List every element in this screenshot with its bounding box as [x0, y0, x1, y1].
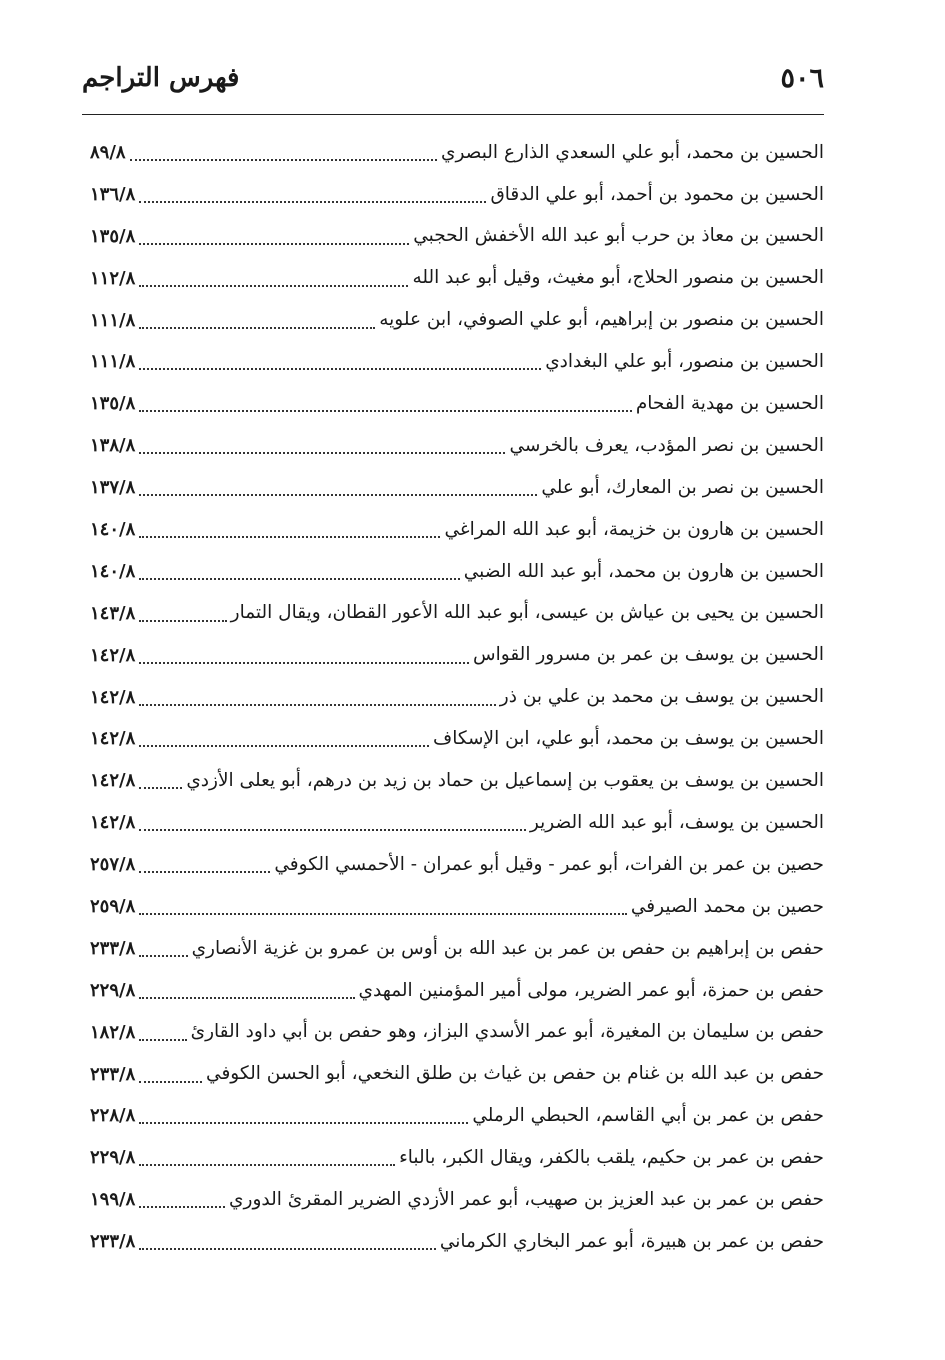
- index-entry: [90, 1012, 824, 1054]
- entry-name: حفص بن عبد الله بن غنام بن حفص بن غياث بن طلق النخعي، أبو الحسن الكوفي: [206, 1063, 824, 1085]
- index-entry: [90, 383, 824, 425]
- dot-leader: [139, 745, 429, 747]
- index-entry: [90, 718, 824, 760]
- dot-leader: [130, 159, 437, 161]
- entry-name: الحسين بن منصور الحلاج، أبو مغيث، وقيل أبو عبد الله: [412, 267, 824, 289]
- entry-reference: ٢٥٩/٨: [90, 895, 136, 917]
- dot-leader: [139, 410, 632, 412]
- entry-reference: ١٣٥/٨: [90, 393, 136, 415]
- entry-name: حفص بن إبراهيم بن حفص بن عمر بن عبد الله بن أوس بن عمرو بن غزية الأنصاري: [191, 937, 824, 959]
- index-entry: [90, 1054, 824, 1096]
- entry-reference: ١١١/٨: [90, 351, 136, 373]
- entry-name: الحسين بن يوسف، أبو عبد الله الضرير: [529, 811, 824, 833]
- entry-reference: ١٤٢/٨: [90, 770, 136, 792]
- dot-leader: [139, 494, 537, 496]
- dot-leader: [139, 662, 469, 664]
- index-entry: [90, 1137, 824, 1179]
- entry-reference: ١٣٥/٨: [90, 225, 136, 247]
- entry-reference: ١١١/٨: [90, 309, 136, 331]
- index-entry: [90, 1179, 824, 1221]
- dot-leader: [139, 620, 226, 622]
- index-entry: [90, 593, 824, 635]
- page-header: [82, 58, 824, 98]
- entry-name: حصين بن محمد الصيرفي: [630, 895, 824, 917]
- entry-name: حفص بن عمر بن هبيرة، أبو عمر البخاري الكرماني: [439, 1230, 824, 1252]
- entry-reference: ١٤٠/٨: [90, 518, 136, 540]
- index-entry: [90, 174, 824, 216]
- index-entry: [90, 216, 824, 258]
- dot-leader: [139, 578, 459, 580]
- entry-name: حفص بن سليمان بن المغيرة، أبو عمر الأسدي البزاز، وهو حفص بن أبي داود القارئ: [190, 1021, 824, 1043]
- dot-leader: [139, 1164, 395, 1166]
- entry-reference: ٢٣٣/٨: [90, 937, 136, 959]
- entry-reference: ٢٣٣/٨: [90, 1231, 136, 1253]
- dot-leader: [139, 1122, 468, 1124]
- page-number: ٥٠٦: [780, 62, 824, 94]
- dot-leader: [139, 452, 505, 454]
- entry-name: الحسين بن هارون بن محمد، أبو عبد الله الضبي: [463, 560, 824, 582]
- index-entry: [90, 341, 824, 383]
- entry-name: الحسين بن مهدية الفحام: [635, 393, 824, 415]
- dot-leader: [139, 1206, 225, 1208]
- entry-name: حفص بن حمزة، أبو عمر الضرير، مولى أمير المؤمنين المهدي: [358, 979, 824, 1001]
- header-rule: [82, 114, 824, 115]
- index-entry: [90, 886, 824, 928]
- entry-reference: ٢٢٨/٨: [90, 1105, 136, 1127]
- entry-name: الحسين بن معاذ بن حرب أبو عبد الله الأخفش الحجبي: [413, 225, 824, 247]
- index-entries-list: [90, 132, 824, 1263]
- entry-name: حفص بن عمر بن عبد العزيز بن صهيب، أبو عمر الأزدي الضرير المقرئ الدوري: [229, 1188, 824, 1210]
- dot-leader: [139, 829, 526, 831]
- index-entry: [90, 970, 824, 1012]
- entry-name: الحسين بن هارون بن خزيمة، أبو عبد الله المراغي: [444, 518, 824, 540]
- index-entry: [90, 1095, 824, 1137]
- dot-leader: [139, 368, 541, 370]
- entry-name: الحسين بن يوسف بن محمد، أبو علي، ابن الإسكاف: [433, 728, 824, 750]
- index-entry: [90, 258, 824, 300]
- entry-name: الحسين بن منصور، أبو علي البغدادي: [545, 351, 824, 373]
- dot-leader: [139, 1039, 186, 1041]
- dot-leader: [139, 1081, 202, 1083]
- entry-reference: ١٣٦/٨: [90, 183, 136, 205]
- running-title: فهرس التراجم: [82, 63, 240, 93]
- entry-name: الحسين بن نصر بن المعارك، أبو علي: [541, 476, 824, 498]
- entry-name: الحسين بن منصور بن إبراهيم، أبو علي الصوفي، ابن علويه: [379, 309, 824, 331]
- entry-name: حصين بن عمر بن الفرات، أبو عمر - وقيل أبو عمران - الأحمسي الكوفي: [274, 853, 824, 875]
- index-entry: [90, 1221, 824, 1263]
- entry-name: الحسين بن محمد، أبو علي السعدي الذارع البصري: [440, 141, 824, 163]
- entry-name: الحسين بن نصر المؤدب، يعرف بالخرسي: [509, 434, 824, 456]
- index-entry: [90, 425, 824, 467]
- dot-leader: [139, 913, 627, 915]
- dot-leader: [139, 536, 440, 538]
- entry-reference: ١٣٨/٨: [90, 435, 136, 457]
- entry-name: الحسين بن يوسف بن يعقوب بن إسماعيل بن حماد بن زيد بن درهم، أبو يعلى الأزدي: [186, 770, 824, 792]
- index-entry: [90, 802, 824, 844]
- index-entry: [90, 635, 824, 677]
- index-entry: [90, 467, 824, 509]
- entry-reference: ٢٥٧/٨: [90, 854, 136, 876]
- entry-name: الحسين بن يوسف بن عمر بن مسرور القواس: [473, 644, 824, 666]
- entry-name: حفص بن عمر بن أبي القاسم، الحبطي الرملي: [472, 1105, 824, 1127]
- entry-reference: ١٤٢/٨: [90, 728, 136, 750]
- index-entry: [90, 844, 824, 886]
- index-entry: [90, 300, 824, 342]
- entry-name: حفص بن عمر بن حكيم، يلقب بالكفر، ويقال الكبر، بالباء: [399, 1147, 824, 1169]
- entry-reference: ١٤٢/٨: [90, 686, 136, 708]
- entry-reference: ٢٣٣/٨: [90, 1063, 136, 1085]
- entry-name: الحسين بن يحيى بن عياش بن عيسى، أبو عبد الله الأعور القطان، ويقال التمار: [230, 602, 824, 624]
- entry-reference: ٢٢٩/٨: [90, 1147, 136, 1169]
- dot-leader: [139, 201, 486, 203]
- entry-name: الحسين بن يوسف بن محمد بن علي بن ذر: [499, 686, 824, 708]
- index-entry: [90, 928, 824, 970]
- index-entry: [90, 132, 824, 174]
- dot-leader: [139, 327, 375, 329]
- dot-leader: [139, 285, 408, 287]
- entry-reference: ٢٢٩/٨: [90, 979, 136, 1001]
- index-entry: [90, 677, 824, 719]
- entry-reference: ١٤٢/٨: [90, 812, 136, 834]
- dot-leader: [139, 704, 496, 706]
- index-entry: [90, 760, 824, 802]
- entry-reference: ١٤٣/٨: [90, 602, 136, 624]
- index-entry: [90, 551, 824, 593]
- dot-leader: [139, 787, 182, 789]
- dot-leader: [139, 955, 187, 957]
- entry-reference: ١٨٢/٨: [90, 1021, 136, 1043]
- dot-leader: [139, 997, 354, 999]
- dot-leader: [139, 1248, 436, 1250]
- entry-reference: ١٩٩/٨: [90, 1189, 136, 1211]
- entry-name: الحسين بن محمود بن أحمد، أبو علي الدقاق: [490, 183, 824, 205]
- dot-leader: [139, 243, 409, 245]
- entry-reference: ١٤٢/٨: [90, 644, 136, 666]
- entry-reference: ١٤٠/٨: [90, 560, 136, 582]
- entry-reference: ١١٢/٨: [90, 267, 136, 289]
- entry-reference: ٨٩/٨: [90, 141, 126, 163]
- entry-reference: ١٣٧/٨: [90, 477, 136, 499]
- index-entry: [90, 509, 824, 551]
- dot-leader: [139, 871, 270, 873]
